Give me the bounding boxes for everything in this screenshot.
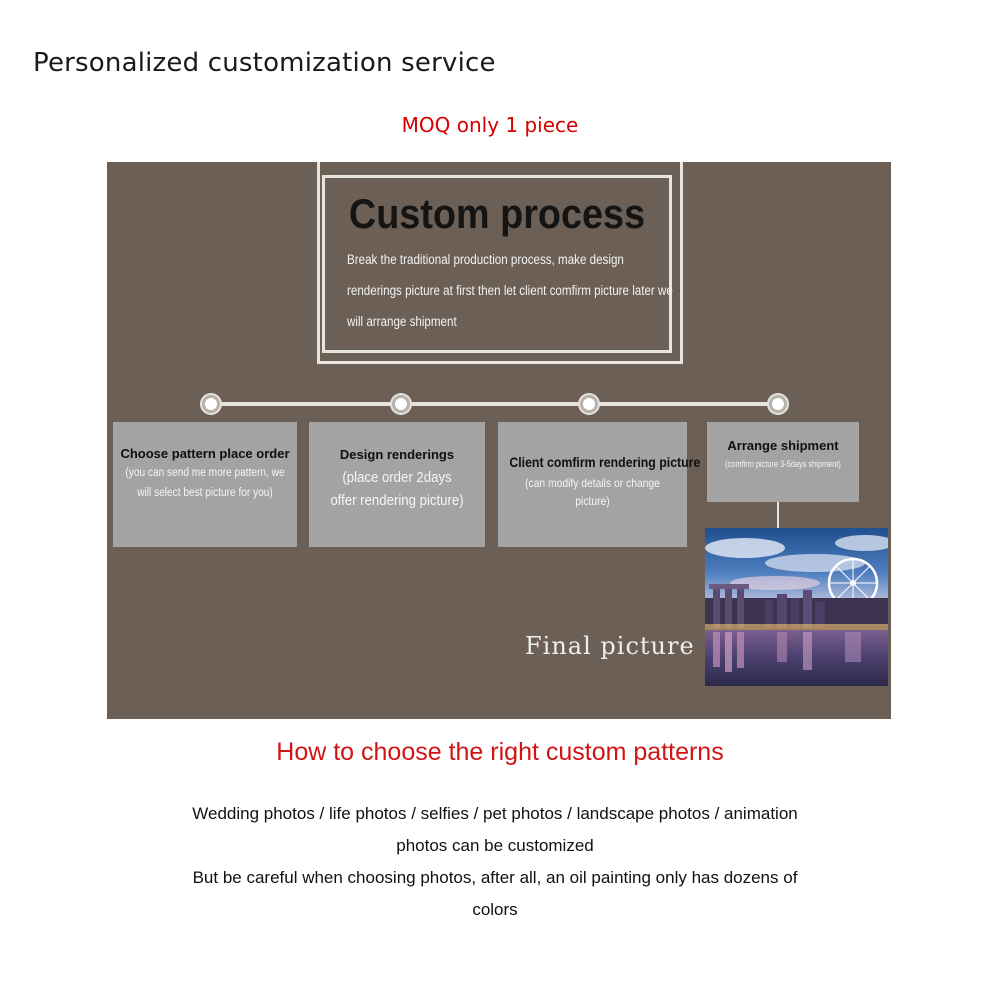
step-subtitle: (place order 2days offer rendering picture) — [330, 469, 464, 509]
timeline-node — [769, 395, 787, 413]
description-line: will arrange shipment — [347, 314, 457, 329]
custom-process-description — [347, 244, 673, 337]
step-title: Design renderings — [339, 447, 455, 462]
description-line: renderings picture at first then let client comfirm picture later we — [347, 283, 673, 298]
guide-title: How to choose the right custom patterns — [276, 738, 724, 766]
guide-line: But be careful when choosing photos, after all, an oil painting only has dozens of — [192, 868, 798, 887]
step-subtitle: (comfirm picture 3-5days shipment) — [725, 459, 841, 469]
step-choose-pattern — [113, 422, 297, 547]
step-arrange-shipment — [707, 422, 859, 502]
custom-process-panel — [107, 162, 891, 719]
guide-line: photos can be customized — [396, 836, 594, 855]
shipment-connector — [777, 502, 779, 529]
step-client-confirm — [498, 422, 701, 547]
moq-notice: MOQ only 1 piece — [401, 113, 579, 137]
timeline-node — [392, 395, 410, 413]
step-subtitle: (you can send me more pattern, we will select best picture for you) — [125, 467, 285, 499]
timeline-node — [580, 395, 598, 413]
custom-process-title: Custom process — [348, 190, 646, 237]
timeline-node — [202, 395, 220, 413]
guide-line: colors — [472, 900, 518, 919]
step-title: Arrange shipment — [727, 438, 839, 453]
guide-line: Wedding photos / life photos / selfies / pet photos / landscape photos / animation — [192, 804, 798, 823]
page-heading: Personalized customization service — [33, 48, 496, 78]
final-picture-label: Final picture — [525, 632, 695, 660]
step-design-renderings — [309, 422, 485, 547]
step-title: Client comfirm rendering picture — [509, 454, 701, 470]
timeline-line — [210, 402, 780, 406]
final-picture-image — [705, 528, 888, 686]
description-line: Break the traditional production process, make design — [347, 252, 624, 267]
step-subtitle: (can modify details or change picture) — [525, 476, 660, 508]
step-title: Choose pattern place order — [120, 446, 290, 461]
